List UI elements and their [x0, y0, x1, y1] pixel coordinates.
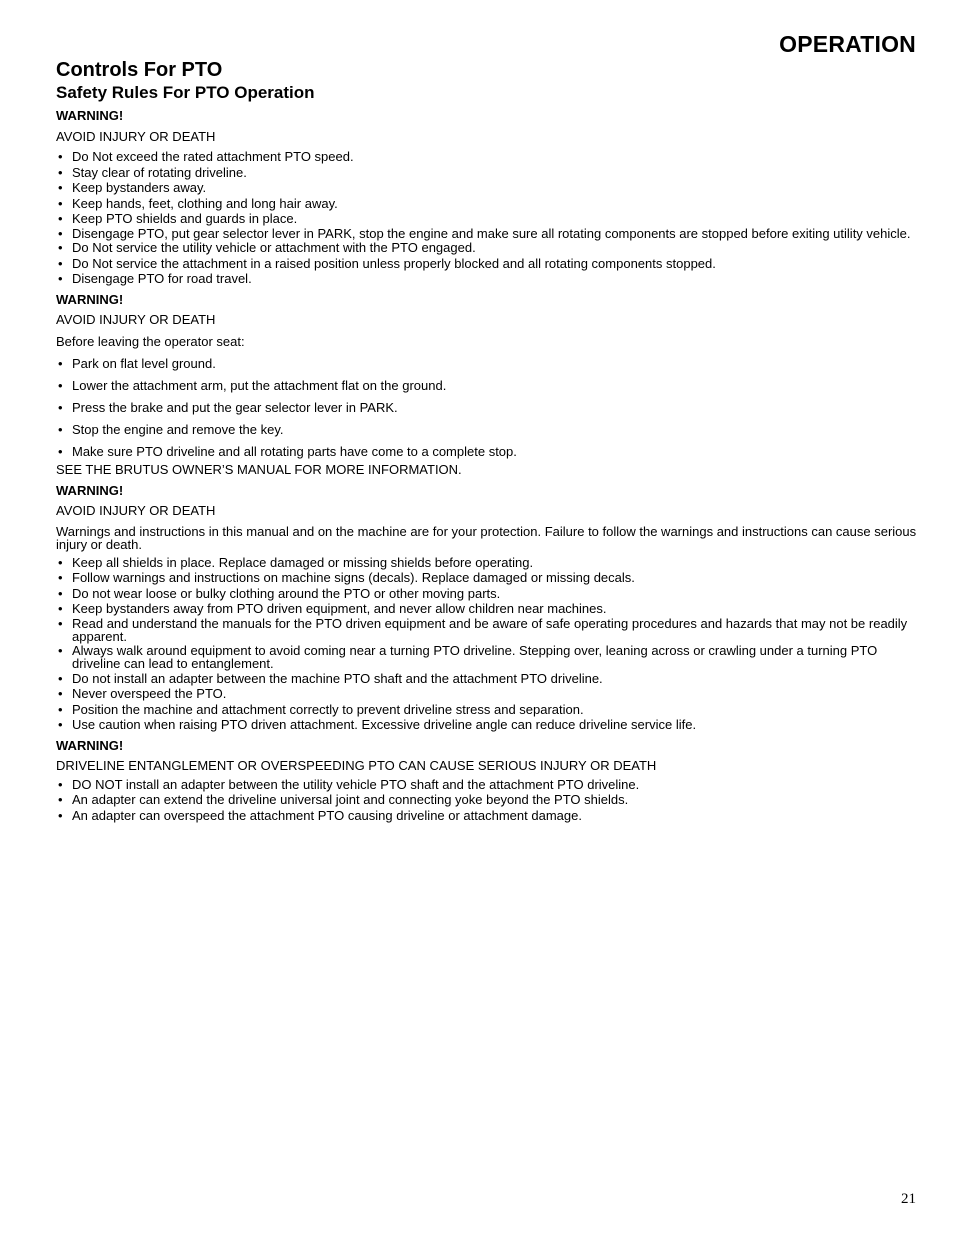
page-subtitle: Safety Rules For PTO Operation — [56, 83, 315, 102]
page-title: Controls For PTO — [56, 59, 223, 81]
list-item: • Disengage PTO for road travel. — [56, 271, 918, 287]
warning-block-2 — [56, 292, 918, 478]
warning-intro: Before leaving the operator seat: — [56, 333, 245, 349]
bullet-list — [56, 555, 918, 733]
warning-intro: Warnings and instructions in this manual and on the machine are for your protection. Failure to follow the warnings and instructions can cause serious injury or death. — [56, 523, 917, 552]
list-item: • Follow warnings and instructions on machine signs (decals). Replace damaged or missing decals. — [56, 570, 918, 586]
list-item: • Keep bystanders away. — [56, 180, 918, 196]
list-item: • Read and understand the manuals for the PTO driven equipment and be aware of safe operating procedures and hazards that may not be readily apparent. — [56, 617, 918, 644]
list-item: • Do Not service the attachment in a raised position unless properly blocked and all rotating components stopped. — [56, 256, 918, 272]
list-item: • An adapter can overspeed the attachment PTO causing driveline or attachment damage. — [56, 808, 918, 824]
warning-label: WARNING! — [56, 737, 124, 753]
warning-heading: AVOID INJURY OR DEATH — [56, 312, 216, 327]
list-item: • Stay clear of rotating driveline. — [56, 165, 918, 181]
list-item: • Disengage PTO, put gear selector lever in PARK, stop the engine and make sure all rotating components are stopped before exiting utility vehicle. — [56, 227, 918, 241]
page-content — [56, 58, 918, 823]
list-item: • Do Not exceed the rated attachment PTO speed. — [56, 149, 918, 165]
bullet-list — [56, 149, 918, 287]
bullet-list — [56, 777, 918, 824]
warning-block-3 — [56, 483, 918, 733]
list-item: • Make sure PTO driveline and all rotating parts have come to a complete stop. — [56, 444, 918, 460]
list-item: • Keep bystanders away from PTO driven equipment, and never allow children near machines. — [56, 601, 918, 617]
list-item: • Press the brake and put the gear selector lever in PARK. — [56, 400, 918, 416]
list-item: • Keep hands, feet, clothing and long hair away. — [56, 196, 918, 212]
list-item: • Keep all shields in place. Replace damaged or missing shields before operating. — [56, 555, 918, 571]
section-header: OPERATION — [779, 31, 916, 57]
warning-heading: AVOID INJURY OR DEATH — [56, 128, 216, 144]
manual-note: SEE THE BRUTUS OWNER’S MANUAL FOR MORE INFORMATION. — [56, 462, 462, 477]
list-item: • An adapter can extend the driveline universal joint and connecting yoke beyond the PTO shields. — [56, 792, 918, 808]
warning-block-4 — [56, 738, 918, 824]
warning-heading: AVOID INJURY OR DEATH — [56, 503, 216, 518]
warning-label: WARNING! — [56, 291, 124, 307]
list-item: • Position the machine and attachment correctly to prevent driveline stress and separation. — [56, 702, 918, 718]
list-item: • Always walk around equipment to avoid coming near a turning PTO driveline. Stepping over, leaning across or crawling under a turning PTO driveline can lead to entanglement. — [56, 644, 918, 671]
list-item: • Lower the attachment arm, put the attachment flat on the ground. — [56, 378, 918, 394]
list-item: • Do not install an adapter between the machine PTO shaft and the attachment PTO driveline. — [56, 671, 918, 687]
list-item: • DO NOT install an adapter between the utility vehicle PTO shaft and the attachment PTO driveline. — [56, 777, 918, 793]
warning-label: WARNING! — [56, 482, 124, 498]
list-item: • Keep PTO shields and guards in place. — [56, 211, 918, 227]
list-item: • Use caution when raising PTO driven attachment. Excessive driveline angle can reduce driveline service life. — [56, 717, 918, 733]
warning-heading: DRIVELINE ENTANGLEMENT OR OVERSPEEDING PTO CAN CAUSE SERIOUS INJURY OR DEATH — [56, 758, 657, 773]
list-item: • Stop the engine and remove the key. — [56, 422, 918, 438]
warning-block-1 — [56, 108, 918, 287]
page-number: 21 — [901, 1191, 916, 1207]
list-item: • Do not wear loose or bulky clothing around the PTO or other moving parts. — [56, 586, 918, 602]
bullet-list — [56, 356, 918, 460]
list-item: • Never overspeed the PTO. — [56, 686, 918, 702]
warning-label: WARNING! — [56, 108, 124, 123]
list-item: • Park on flat level ground. — [56, 356, 918, 372]
list-item: • Do Not service the utility vehicle or attachment with the PTO engaged. — [56, 240, 918, 256]
